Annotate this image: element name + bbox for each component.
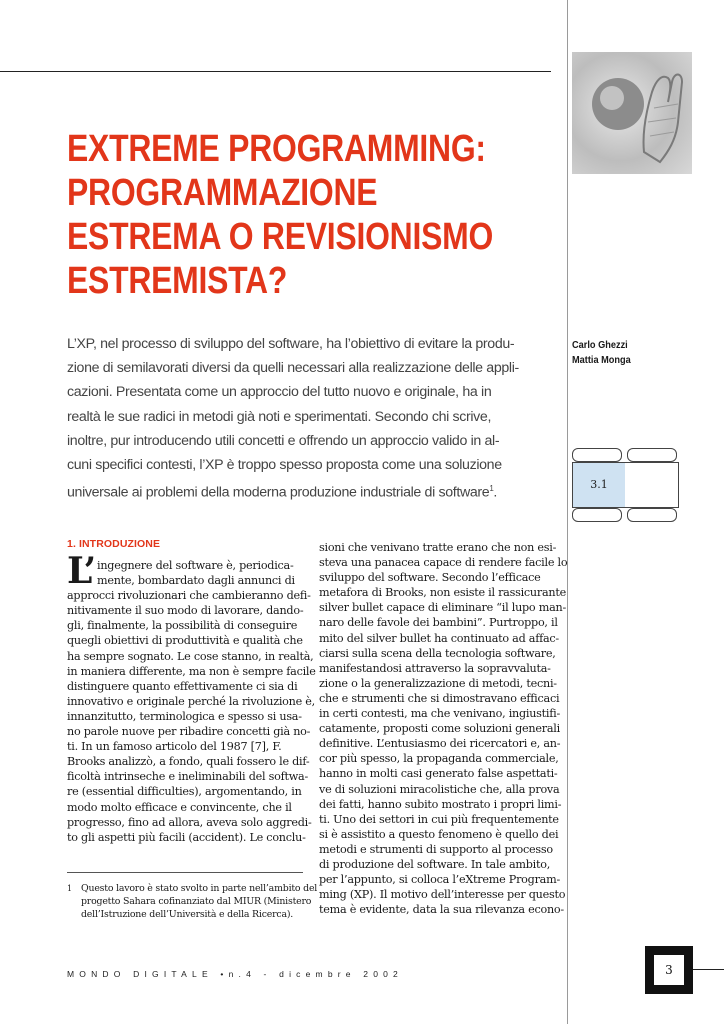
drop-cap: L’ bbox=[67, 550, 97, 592]
badge-body bbox=[572, 462, 679, 508]
body-line: silver bullet capace di eliminare “il lupo man- bbox=[319, 601, 566, 615]
body-line: innanzitutto, terminologica e spesso si usa- bbox=[67, 709, 302, 723]
footnote-reference[interactable]: 1 bbox=[489, 484, 494, 494]
body-line: no parole nuove per ribadire concetti già no- bbox=[67, 725, 311, 739]
hand-holding-globe-icon bbox=[572, 52, 692, 174]
body-line: ming (XP). Il motivo dell’interesse per questo bbox=[319, 888, 566, 902]
body-column-right bbox=[319, 540, 568, 917]
body-line: gli, finalmente, la possibilità di conseguire bbox=[67, 619, 298, 633]
body-line: approcci rivoluzionari che cambieranno defi- bbox=[67, 589, 311, 603]
title-line: PROGRAMMAZIONE bbox=[67, 172, 378, 214]
footnote-line: dell’Istruzione dell’Università e della Ricerca). bbox=[81, 909, 294, 921]
body-line: mente, bombardato dagli annunci di bbox=[97, 574, 295, 588]
header-rule bbox=[0, 71, 551, 72]
body-column-left bbox=[67, 558, 316, 845]
body-line: definitive. L’entusiasmo dei ricercatori e, an- bbox=[319, 737, 561, 751]
body-line: di produzione del software. In tale ambito, bbox=[319, 857, 551, 871]
body-line: cor più spesso, la propaganda commerciale, bbox=[319, 752, 559, 766]
body-line: zione o la generalizzazione di metodi, tecni- bbox=[319, 676, 557, 690]
author-list bbox=[572, 338, 631, 368]
body-line: progresso, fino ad allora, aveva solo aggredi- bbox=[67, 815, 312, 829]
body-line: innovativo e originale perché la rivoluzione è, bbox=[67, 694, 315, 708]
author-name: Mattia Monga bbox=[572, 355, 631, 366]
body-line: modo molto efficace e convincente, che il bbox=[67, 800, 292, 814]
page-number-box bbox=[645, 946, 693, 994]
body-line: in maniera differente, ma non è sempre facile bbox=[67, 664, 316, 678]
body-line: hanno in molti casi generato false aspettati- bbox=[319, 767, 558, 781]
body-line: catamente, proposti come soluzioni generali bbox=[319, 722, 560, 736]
body-line: distinguere quanto effettivamente ci sia di bbox=[67, 679, 298, 693]
footer-rule bbox=[692, 969, 724, 970]
section-badge bbox=[572, 448, 679, 524]
body-line: tema è evidente, data la sua rilevanza econo- bbox=[319, 903, 564, 917]
badge-tab bbox=[572, 448, 622, 462]
badge-tab bbox=[627, 508, 677, 522]
body-line: steva una panacea capace di rendere facile lo bbox=[319, 556, 568, 570]
author-name: Carlo Ghezzi bbox=[572, 340, 628, 351]
body-line: ciarsi sulla scena della tecnologia software, bbox=[319, 646, 556, 660]
abstract-line: cuni specifici contesti, l’XP è troppo spesso proposta come una soluzione bbox=[67, 457, 502, 474]
footnote-rule bbox=[67, 872, 303, 873]
badge-tab bbox=[627, 448, 677, 462]
body-line: manifestandosi attraverso la sopravvaluta- bbox=[319, 661, 551, 675]
body-line: in certi contesti, ma che venivano, ingiustifi- bbox=[319, 707, 560, 721]
body-line: ingegnere del software è, periodica- bbox=[97, 559, 294, 572]
footnote-number: 1 bbox=[67, 884, 72, 893]
abstract-line: cazioni. Presentata come un approccio del tutto nuovo e originale, ha in bbox=[67, 384, 492, 401]
body-line: ha sempre sognato. Le cose stanno, in realtà, bbox=[67, 649, 314, 663]
footnote-line: Questo lavoro è stato svolto in parte nell’ambito del bbox=[81, 883, 318, 894]
abstract-line: realtà le sue radici in metodi già noti e sperimentati. Secondo chi scrive, bbox=[67, 408, 492, 425]
body-line: mito del silver bullet ha continuato ad affac- bbox=[319, 631, 559, 645]
abstract-line: L’XP, nel processo di sviluppo del software, ha l’obiettivo di evitare la produ- bbox=[67, 336, 515, 352]
body-line: per l’appunto, si colloca l’eXtreme Program- bbox=[319, 873, 560, 887]
body-line: re (essential difficulties), argomentando, in bbox=[67, 785, 302, 799]
body-line: quegli obiettivi di produttività e qualità che bbox=[67, 634, 303, 648]
body-line: ti. In un famoso articolo del 1987 [7], F. bbox=[67, 740, 282, 754]
body-line: si è assistito a questo fenomeno è quello dei bbox=[319, 827, 559, 841]
section-number: 3.1 bbox=[573, 463, 625, 507]
section-heading: 1. INTRODUZIONE bbox=[67, 538, 161, 550]
body-line: metafora di Brooks, non esiste il rassicurante bbox=[319, 586, 566, 600]
body-line: to gli aspetti più facili (accident). Le conclu- bbox=[67, 830, 306, 844]
body-line: nitivamente il suo modo di lavorare, dando- bbox=[67, 604, 304, 618]
body-line: ficoltà intrinseche e ineliminabili del softwa- bbox=[67, 770, 308, 784]
abstract-line: zione di semilavorati diversi da quelli necessari alla realizzazione delle appli- bbox=[67, 360, 519, 377]
body-line: dei fatti, hanno subito mostrato i propri limi- bbox=[319, 797, 562, 811]
body-line: naro delle favole dei bambini”. Purtroppo, il bbox=[319, 616, 558, 630]
abstract bbox=[67, 332, 552, 505]
footnote-line: progetto Sahara cofinanziato dal MIUR (Ministero bbox=[81, 896, 312, 908]
body-line: che e strumenti che si dimostravano efficaci bbox=[319, 691, 560, 705]
body-line: ti. Uno dei settori in cui più frequentemente bbox=[319, 812, 559, 826]
footnote bbox=[67, 882, 318, 922]
title-line: EXTREME PROGRAMMING: bbox=[67, 128, 486, 170]
article-title bbox=[67, 127, 554, 303]
body-line: sioni che venivano tratte erano che non esi- bbox=[319, 541, 557, 554]
abstract-line: inoltre, pur introducendo utili concetti e offrendo un approccio valido in al- bbox=[67, 432, 500, 449]
body-line: ve di soluzioni miracolistiche che, alla prova bbox=[319, 782, 560, 796]
body-line: Brooks analizzò, a fondo, quali fossero le dif- bbox=[67, 755, 310, 769]
title-line: ESTREMISTA? bbox=[67, 260, 288, 302]
badge-tab bbox=[572, 508, 622, 522]
body-line: metodi e strumenti di supporto al processo bbox=[319, 842, 553, 856]
page-number: 3 bbox=[654, 955, 684, 985]
abstract-line-last: universale ai problemi della moderna produzione industriale di software$^1$. bbox=[67, 484, 498, 501]
right-margin-rule bbox=[567, 0, 568, 1024]
body-line: sviluppo del software. Secondo l’efficace bbox=[319, 571, 541, 585]
running-footer: MONDO DIGITALE •n.4 - dicembre 2002 bbox=[67, 969, 403, 979]
title-line: ESTREMA O REVISIONISMO bbox=[67, 216, 494, 258]
